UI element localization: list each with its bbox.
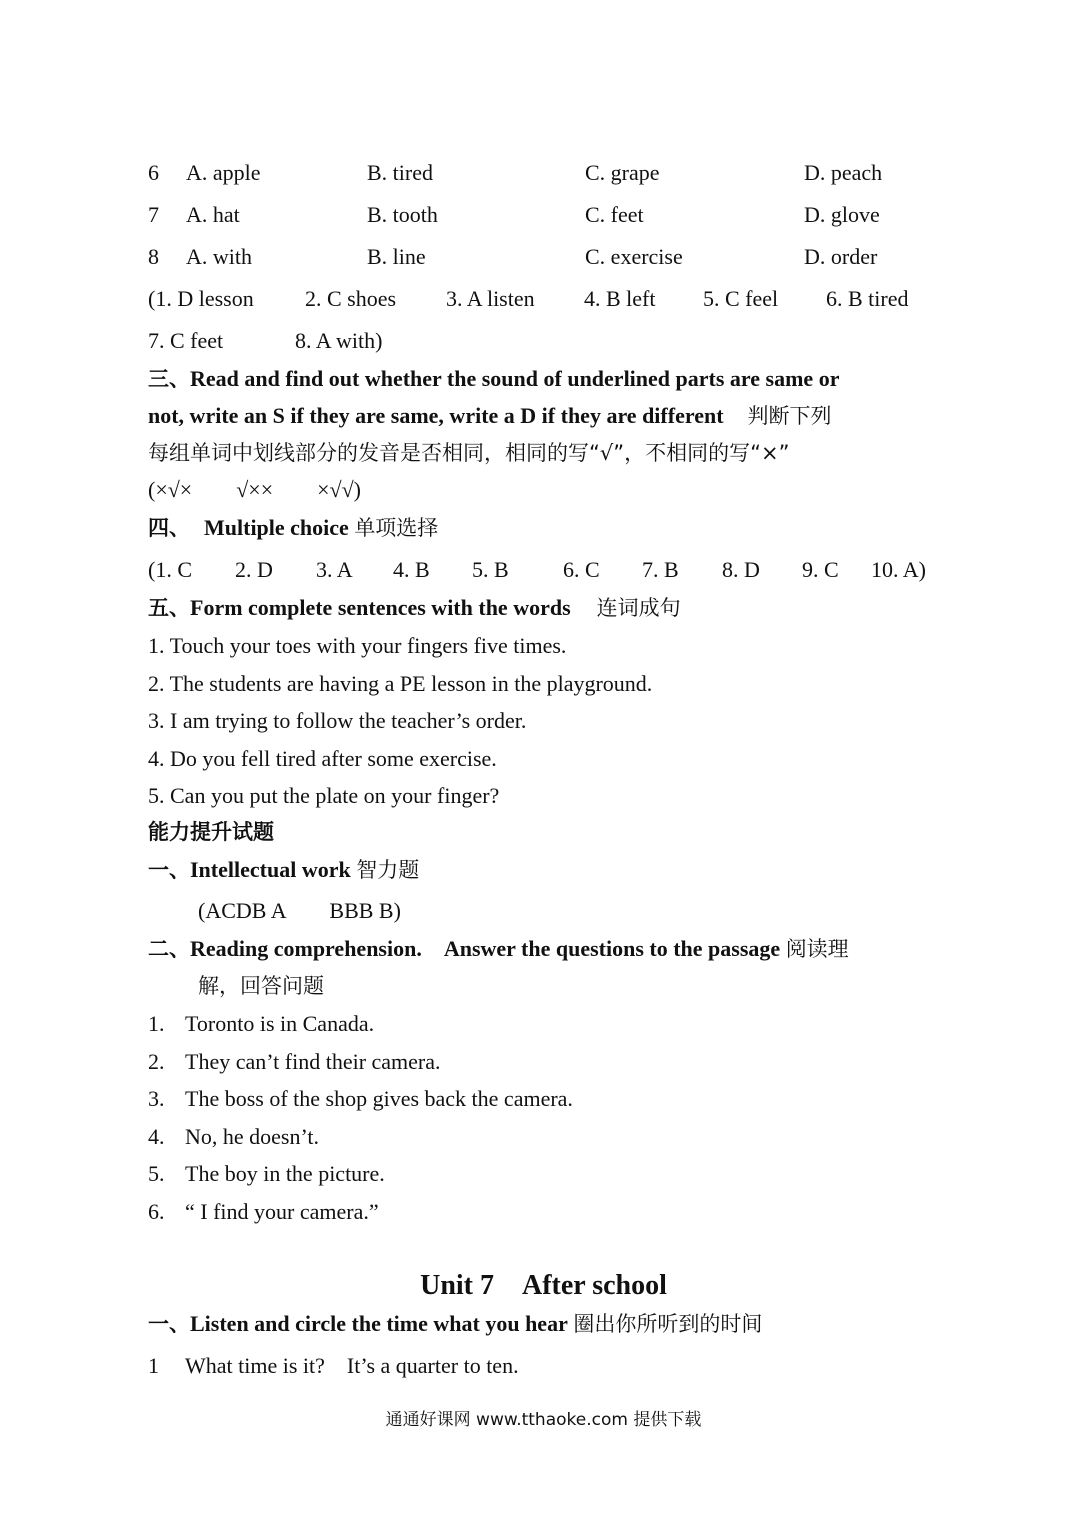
list-item	[148, 1197, 379, 1227]
reading-title-en: Reading comprehension. Answer the questions to the passage	[190, 936, 781, 961]
answer-item: 4. B	[393, 557, 430, 582]
item-text: The boy in the picture.	[185, 1161, 385, 1187]
item-number: 2.	[148, 1048, 165, 1074]
listen-title-cn: 圈出你所听到的时间	[573, 1312, 763, 1336]
list-item	[148, 1122, 319, 1152]
answer-item: 7. C feet	[148, 328, 224, 353]
item-number: 3.	[148, 1086, 165, 1112]
reading-heading	[148, 934, 849, 964]
option-c: C. exercise	[585, 244, 683, 269]
reading-title-cn-2: 解，回答问题	[198, 974, 324, 998]
option-b: B. line	[367, 244, 426, 269]
answer-item: 3. A listen	[446, 286, 535, 311]
section3-title-en: Read and find out whether the sound of underlined parts are same or	[190, 366, 840, 391]
list-item	[148, 1047, 441, 1077]
answer-item: 5. B	[472, 557, 509, 582]
answer-item: (1. C	[148, 557, 192, 582]
option-d: D. glove	[804, 202, 880, 227]
section3-heading-line2	[148, 401, 832, 431]
list-item	[148, 1159, 385, 1189]
question-number: 7	[148, 202, 159, 227]
item-number: 1.	[148, 1011, 165, 1036]
item-text: Toronto is in Canada.	[185, 1011, 375, 1036]
unit-title	[0, 1268, 1087, 1304]
iq-title-en: Intellectual work	[190, 857, 351, 882]
answer-item: 8. A with)	[295, 328, 383, 353]
item-text: No, he doesn’t.	[185, 1123, 320, 1149]
item-text: The boss of the shop gives back the camera.	[185, 1086, 573, 1112]
option-d: D. order	[804, 244, 878, 269]
listen-title-en: Listen and circle the time what you hear	[190, 1311, 568, 1336]
reading-title-cn: 阅读理	[785, 937, 849, 961]
section-number: 一、	[148, 1312, 190, 1336]
iq-title-cn: 智力题	[356, 858, 420, 882]
section5-title-cn: 连词成句	[596, 596, 681, 620]
question-number: 8	[148, 244, 159, 269]
section3-heading-line1	[148, 364, 839, 394]
unit-name: After school	[522, 1270, 667, 1301]
item-text: They can’t find their camera.	[185, 1048, 441, 1074]
answer-item: 9. C	[802, 557, 839, 582]
section3-title-cn: 判断下列	[747, 404, 832, 428]
answer-item: 8. D	[722, 557, 760, 582]
iq-answer: (ACDB A BBB B)	[198, 898, 401, 923]
section-number: 二、	[148, 937, 190, 961]
question-text: What time is it? It’s a quarter to ten.	[185, 1353, 519, 1378]
section5-title-en: Form complete sentences with the words	[190, 595, 571, 620]
answer-item: 4. B left	[584, 286, 656, 311]
list-item	[148, 1084, 573, 1114]
question-number: 1	[148, 1353, 159, 1378]
sentence-item: 5. Can you put the plate on your finger?	[148, 783, 500, 808]
section3-answer: (×√× √×× ×√√)	[148, 477, 361, 502]
answer-item: 7. B	[642, 557, 679, 582]
option-c: C. feet	[585, 202, 644, 227]
section4-title-cn: 单项选择	[354, 516, 439, 540]
iq-heading	[148, 855, 419, 885]
answer-item: 10. A)	[871, 557, 926, 582]
listen-heading	[148, 1309, 762, 1339]
section3-title-en-2: not, write an S if they are same, write a D if they are different	[148, 403, 724, 428]
option-d: D. peach	[804, 160, 883, 185]
section5-heading	[148, 593, 681, 623]
answer-item: (1. D lesson	[148, 286, 254, 311]
item-text: “ I find your camera.”	[185, 1199, 379, 1224]
page-footer: 通通好课网 www.tthaoke.com 提供下载	[385, 1410, 702, 1430]
sentence-item: 2. The students are having a PE lesson in the playground.	[148, 670, 653, 696]
question-number: 6	[148, 160, 159, 185]
option-a: A. hat	[186, 202, 240, 227]
answer-item: 6. B tired	[826, 286, 909, 311]
sentence-item: 1. Touch your toes with your fingers five times.	[148, 633, 567, 658]
section-number: 四、	[148, 516, 190, 540]
answer-item: 6. C	[563, 557, 600, 582]
option-a: A. apple	[186, 160, 261, 185]
section3-instruction-cn: 每组单词中划线部分的发音是否相同，相同的写“√”，不相同的写“×”	[148, 441, 790, 465]
section4-heading	[148, 513, 438, 543]
item-number: 5.	[148, 1161, 165, 1187]
option-b: B. tired	[367, 160, 433, 185]
option-c: C. grape	[585, 160, 660, 185]
item-number: 6.	[148, 1199, 165, 1224]
option-b: B. tooth	[367, 202, 438, 227]
answer-item: 2. D	[235, 557, 273, 582]
answer-item: 2. C shoes	[305, 286, 397, 311]
section4-title-en: Multiple choice	[204, 515, 349, 540]
answer-item: 5. C feel	[703, 286, 779, 311]
sentence-item: 3. I am trying to follow the teacher’s order.	[148, 708, 527, 733]
unit-label: Unit 7	[420, 1270, 494, 1301]
item-number: 4.	[148, 1123, 165, 1149]
ability-heading: 能力提升试题	[148, 820, 274, 844]
list-item	[148, 1009, 374, 1039]
section-number: 五、	[148, 596, 190, 620]
section-number: 三、	[148, 367, 190, 391]
listen-question	[148, 1351, 519, 1381]
section-number: 一、	[148, 858, 190, 882]
sentence-item: 4. Do you fell tired after some exercise.	[148, 745, 497, 771]
answer-item: 3. A	[316, 557, 353, 582]
option-a: A. with	[186, 244, 252, 269]
